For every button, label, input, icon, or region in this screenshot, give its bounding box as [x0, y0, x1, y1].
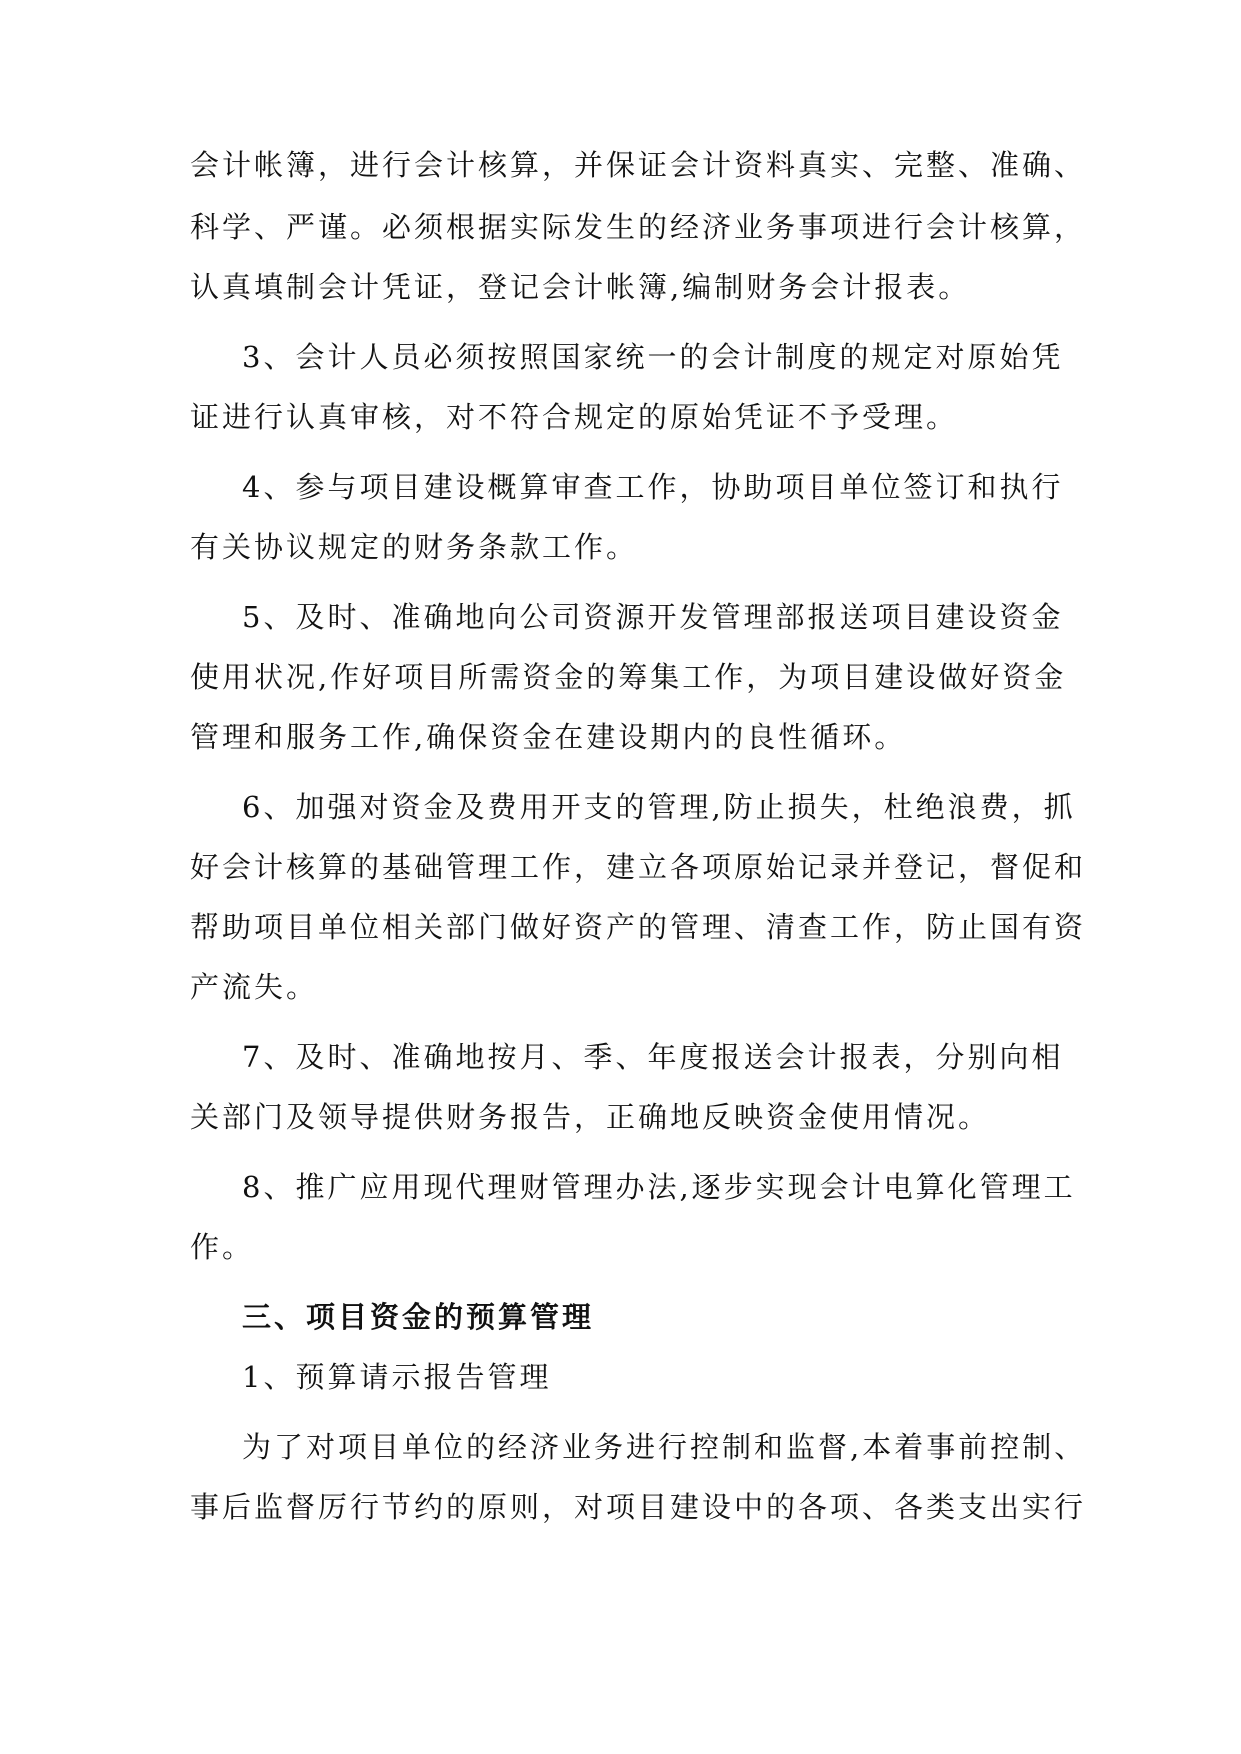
text-line: 好会计核算的基础管理工作，建立各项原始记录并登记，督促和: [190, 850, 1087, 884]
text-line: 8、推广应用现代理财管理办法,逐步实现会计电算化管理工: [242, 1170, 1076, 1204]
text-line: 关部门及领导提供财务报告，正确地反映资金使用情况。: [190, 1100, 991, 1134]
text-line: 3、会计人员必须按照国家统一的会计制度的规定对原始凭: [242, 340, 1064, 374]
text-line: 证进行认真审核，对不符合规定的原始凭证不予受理。: [190, 400, 959, 434]
text-line: 有关协议规定的财务条款工作。: [190, 530, 639, 564]
text-line: 使用状况,作好项目所需资金的筹集工作，为项目建设做好资金: [190, 660, 1067, 694]
text-line: 会计帐簿，进行会计核算，并保证会计资料真实、完整、准确、: [190, 148, 1087, 182]
section-heading: 三、项目资金的预算管理: [242, 1300, 595, 1334]
text-line: 5、及时、准确地向公司资源开发管理部报送项目建设资金: [242, 600, 1064, 634]
text-line: 事后监督厉行节约的原则，对项目建设中的各项、各类支出实行: [190, 1490, 1087, 1524]
text-line: 产流失。: [190, 970, 319, 1004]
text-line: 科学、严谨。必须根据实际发生的经济业务事项进行会计核算，: [190, 210, 1087, 244]
text-line: 管理和服务工作,确保资金在建设期内的良性循环。: [190, 720, 907, 754]
text-line: 4、参与项目建设概算审查工作，协助项目单位签订和执行: [242, 470, 1064, 504]
text-line: 认真填制会计凭证，登记会计帐簿,编制财务会计报表。: [190, 270, 971, 304]
subsection-heading: 1、预算请示报告管理: [242, 1360, 552, 1394]
text-line: 作。: [190, 1230, 255, 1264]
text-line: 帮助项目单位相关部门做好资产的管理、清查工作，防止国有资: [190, 910, 1087, 944]
text-line: 7、及时、准确地按月、季、年度报送会计报表，分别向相: [242, 1040, 1064, 1074]
text-line: 6、加强对资金及费用开支的管理,防止损失，杜绝浪费，抓: [242, 790, 1076, 824]
text-line: 为了对项目单位的经济业务进行控制和监督,本着事前控制、: [242, 1430, 1087, 1464]
